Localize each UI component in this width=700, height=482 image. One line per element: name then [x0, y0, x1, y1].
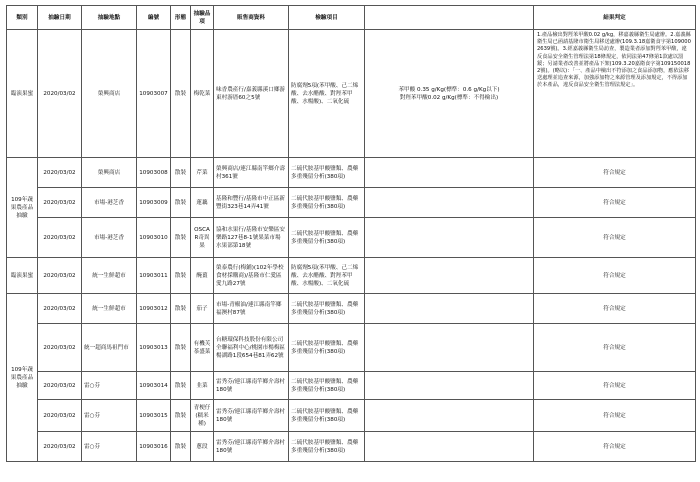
- cell-number: 10903007: [137, 30, 171, 158]
- cell-form: 散裝: [171, 372, 191, 400]
- cell-date: 2020/03/02: [38, 432, 82, 462]
- cell-number: 10903015: [137, 400, 171, 432]
- cell-product: 有機芙茶盛菜: [191, 324, 214, 372]
- table-row: [7, 258, 696, 294]
- cell-vendor: 市場-青椒油/連江縣南竿鄉福澳村87號: [214, 294, 289, 324]
- cell-number: 10903009: [137, 188, 171, 218]
- table-row: [7, 400, 696, 432]
- cell-category: 109年蔬果農產品抽驗: [7, 294, 38, 462]
- cell-form: 散裝: [171, 30, 191, 158]
- cell-place: 榮興商店: [82, 30, 137, 158]
- cell-result: [365, 258, 534, 294]
- cell-category: 109年蔬果農產品抽驗: [7, 158, 38, 258]
- cell-date: 2020/03/02: [38, 294, 82, 324]
- cell-items: 防腐劑5項(苯甲酸、己二烯酸、去水醋酸、對羥苯甲酸、水楊酸)、二氧化硫: [289, 30, 365, 158]
- cell-judgement: 符合規定: [534, 258, 696, 294]
- header-result: [365, 6, 534, 30]
- cell-judgement: 符合規定: [534, 372, 696, 400]
- cell-vendor: 基隆和豐行/基隆市中正區新豐街323巷14弄41號: [214, 188, 289, 218]
- cell-judgement: 符合規定: [534, 294, 696, 324]
- cell-form: 散裝: [171, 294, 191, 324]
- cell-product: 韭菜: [191, 372, 214, 400]
- header-place: 抽驗地點: [82, 6, 137, 30]
- cell-date: 2020/03/02: [38, 188, 82, 218]
- cell-number: 10903013: [137, 324, 171, 372]
- cell-vendor: 味香農產行/嘉義縣溪口鄉游東村游厝60之5號: [214, 30, 289, 158]
- cell-judgement: 符合規定: [534, 218, 696, 258]
- cell-number: 10903012: [137, 294, 171, 324]
- cell-items: 防腐劑5項(苯甲酸、己二烯酸、去水醋酸、對羥苯甲酸、水楊酸)、二氧化硫: [289, 258, 365, 294]
- cell-form: 散裝: [171, 218, 191, 258]
- cell-judgement: 符合規定: [534, 432, 696, 462]
- header-items: 檢驗項目: [289, 6, 365, 30]
- cell-date: 2020/03/02: [38, 30, 82, 158]
- cell-vendor: 榮泰農行(梅鋪)(102年學校食材採購商)/基隆市仁愛區愛九路27號: [214, 258, 289, 294]
- header-vendor: 販售商資料: [214, 6, 289, 30]
- cell-vendor: 雷秀芬/連江縣南竿鄉介壽村180號: [214, 400, 289, 432]
- header-judgement: 結果判定: [534, 6, 696, 30]
- cell-result: [365, 400, 534, 432]
- cell-product: 青梗仔(糯米種): [191, 400, 214, 432]
- header-form: 形態: [171, 6, 191, 30]
- cell-number: 10903016: [137, 432, 171, 462]
- cell-category: 臨演果蜜: [7, 30, 38, 158]
- cell-items: 二硫代胺基甲酸鹽類、農藥多重殘留分析(380項): [289, 294, 365, 324]
- cell-product: 蔥段: [191, 432, 214, 462]
- cell-place: 市場-港芝香: [82, 218, 137, 258]
- header-row: [7, 6, 696, 30]
- cell-vendor: 雷秀芬/連江縣南竿鄉介壽村180號: [214, 432, 289, 462]
- cell-form: 散裝: [171, 258, 191, 294]
- cell-items: 二硫代胺基甲酸鹽類、農藥多重殘留分析(380項): [289, 218, 365, 258]
- cell-product: 茄子: [191, 294, 214, 324]
- cell-form: 散裝: [171, 432, 191, 462]
- table-row: [7, 372, 696, 400]
- cell-place: 榮興商店: [82, 158, 137, 188]
- cell-product: 醃薑: [191, 258, 214, 294]
- cell-form: 散裝: [171, 188, 191, 218]
- cell-date: 2020/03/02: [38, 400, 82, 432]
- table-row: [7, 188, 696, 218]
- cell-items: 二硫代胺基甲酸鹽類、農藥多重殘留分析(380項): [289, 372, 365, 400]
- cell-items: 二硫代胺基甲酸鹽類、農藥多重殘留分析(380項): [289, 324, 365, 372]
- cell-result: [365, 372, 534, 400]
- cell-product: OSCAR奇異果: [191, 218, 214, 258]
- cell-date: 2020/03/02: [38, 258, 82, 294]
- cell-form: 散裝: [171, 158, 191, 188]
- cell-judgement: 符合規定: [534, 158, 696, 188]
- result-line: 苯甲酸 0.35 g/Kg(標準：0.6 g/Kg以下): [398, 86, 500, 93]
- cell-vendor: 協和水果行/基隆市安樂區安樂路127巷8-1號果菜市場水果部第18號: [214, 218, 289, 258]
- cell-items: 二硫代胺基甲酸鹽類、農藥多重殘留分析(380項): [289, 400, 365, 432]
- cell-number: 10903008: [137, 158, 171, 188]
- cell-category: 臨演果蜜: [7, 258, 38, 294]
- cell-result: [365, 294, 534, 324]
- cell-result: [365, 218, 534, 258]
- table-row: [7, 324, 696, 372]
- cell-form: 散裝: [171, 324, 191, 372]
- header-category: 類別: [7, 6, 38, 30]
- cell-place: 統一生鮮超市: [82, 294, 137, 324]
- table-row: [7, 294, 696, 324]
- header-product: 抽驗品項: [191, 6, 214, 30]
- cell-place: 雷○芬: [82, 372, 137, 400]
- cell-vendor: 榮興商店/連江縣南竿鄉介壽村361號: [214, 158, 289, 188]
- cell-product: 蓮藕: [191, 188, 214, 218]
- cell-form: 散裝: [171, 400, 191, 432]
- cell-items: 二硫代胺基甲酸鹽類、農藥多重殘留分析(380項): [289, 158, 365, 188]
- cell-place: 雷○芬: [82, 400, 137, 432]
- cell-product: 梅乾菜: [191, 30, 214, 158]
- header-date: 抽驗日期: [38, 6, 82, 30]
- table-row: [7, 30, 696, 158]
- cell-items: 二硫代胺基甲酸鹽類、農藥多重殘留分析(380項): [289, 188, 365, 218]
- cell-place: 市場-港芝香: [82, 188, 137, 218]
- cell-vendor: 雷秀芬/連江縣南竿鄉介壽村180號: [214, 372, 289, 400]
- cell-date: 2020/03/02: [38, 218, 82, 258]
- cell-result: [365, 432, 534, 462]
- cell-result: [365, 158, 534, 188]
- cell-judgement: 1.產品檢出對羥苯甲酸0.02 g/kg，移嘉義縣衛生局處辦。2.嘉義縣衛生局已函請基隆市衛生局移送處辦(109.3.18嘉衛食字第1090002639號)。3.經嘉義縣衛生局訪查，製造業者添加對羥苯甲酸，違反食品安全衛生管理法第18條規定，依同法第47條第1款處以罰鍰；另請業者改善並將產品下架(109.3.20嘉衛食字第1091500182號)。(略以)：「一、產品中檢出不符添加之食品添加物，應依法移送處理並追查來源，加強添加物之來源管理及添加規定，不得添加於本產品，違反食品安全衛生管理法規定」。: [534, 30, 696, 158]
- cell-result: [365, 324, 534, 372]
- cell-number: 10903014: [137, 372, 171, 400]
- cell-place: 統一生鮮超市: [82, 258, 137, 294]
- cell-product: 芹菜: [191, 158, 214, 188]
- cell-result: [365, 188, 534, 218]
- cell-judgement: 符合規定: [534, 400, 696, 432]
- cell-date: 2020/03/02: [38, 372, 82, 400]
- cell-vendor: 台糖環保科技股份有限公司全聯福利中心/桃園市楊梅區楊湖路1段654巷81弄62號: [214, 324, 289, 372]
- cell-judgement: 符合規定: [534, 188, 696, 218]
- cell-judgement: 符合規定: [534, 324, 696, 372]
- table-row: [7, 158, 696, 188]
- cell-place: 雷○芬: [82, 432, 137, 462]
- cell-items: 二硫代胺基甲酸鹽類、農藥多重殘留分析(380項): [289, 432, 365, 462]
- cell-number: 10903010: [137, 218, 171, 258]
- inspection-table: [6, 5, 696, 462]
- header-number: 編號: [137, 6, 171, 30]
- result-line: 對羥苯甲酸0.02 g/Kg(標準：不得檢出): [399, 94, 499, 101]
- cell-result: [365, 30, 534, 158]
- cell-number: 10903011: [137, 258, 171, 294]
- table-row: [7, 432, 696, 462]
- cell-date: 2020/03/02: [38, 324, 82, 372]
- cell-date: 2020/03/02: [38, 158, 82, 188]
- table-row: [7, 218, 696, 258]
- cell-place: 統一超商馬祖門市: [82, 324, 137, 372]
